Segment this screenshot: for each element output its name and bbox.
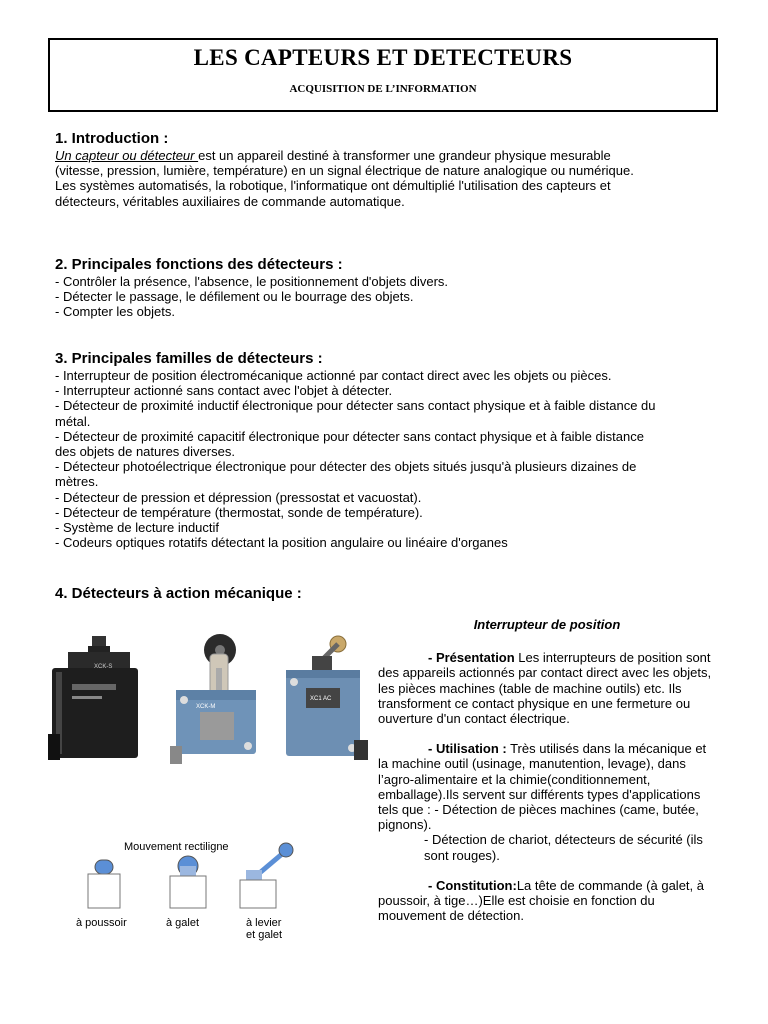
list-item: - Contrôler la présence, l'absence, le positionnement d'objets divers. — [55, 274, 449, 289]
section-heading: 3. Principales familles de détecteurs : — [55, 350, 323, 367]
list-item: - Détecteur de température (thermostat, sonde de température). — [55, 504, 423, 520]
section-heading: 1. Introduction : — [55, 130, 169, 147]
right-column — [378, 617, 716, 938]
utilisation-paragraph — [378, 741, 716, 832]
diagram-label: à galet — [166, 917, 200, 929]
section-heading: 4. Détecteurs à action mécanique : — [55, 585, 302, 602]
page-title: LES CAPTEURS ET DETECTEURS — [193, 45, 573, 70]
section-introduction — [55, 130, 720, 209]
diagram-label: à poussoir — [76, 917, 127, 929]
intro-line-4: détecteurs, véritables auxiliaires de commande automatique. — [55, 193, 405, 209]
familles-list — [55, 368, 720, 550]
list-item: métal. — [55, 413, 91, 429]
utilisation-paragraph-2: - Détection de chariot, détecteurs de sécurité (ils sont rouges). — [424, 832, 703, 863]
intro-line-1-text: est un appareil destiné à transformer une grandeur physique mesurable — [198, 148, 611, 163]
photo-label: XCK-M — [196, 704, 216, 710]
presentation-label: - Présentation — [428, 650, 515, 666]
constitution-paragraph — [378, 878, 716, 924]
list-item: mètres. — [55, 474, 99, 490]
utilisation-text: Très utilisés dans la mécanique et la machine outil (usinage, manutention, levage), dans l’agro-alimentaire et la chimie(conditionnement, emballage).Ils servent sur différents types d'applications tels que : - Détection de pièces machines (came, butée, pignons). — [378, 741, 707, 833]
diagram-title: Mouvement rectiligne — [124, 841, 229, 853]
section-action-mecanique — [55, 585, 720, 603]
title-box — [48, 38, 718, 112]
list-item: - Détecteur de proximité capacitif électronique pour détecter sans contact physique et à faible distance — [55, 428, 644, 444]
diagram-label: et galet — [246, 929, 283, 941]
list-item: - Système de lecture inductif — [55, 520, 220, 536]
list-item: - Détecteur photoélectrique électronique pour détecter des objets situés jusqu'à plusieurs dizaines de — [55, 459, 637, 475]
section-heading: 2. Principales fonctions des détecteurs : — [55, 256, 343, 273]
list-item: - Interrupteur actionné sans contact avec l'objet à détecter. — [55, 383, 393, 399]
constitution-text: La tête de commande (à galet, à poussoir, à tige…)Elle est choisie en fonction du mouvement de détection. — [378, 877, 704, 924]
intro-term: Un capteur ou détecteur — [55, 148, 199, 163]
limit-switch-photo-lever — [272, 628, 376, 768]
list-item: - Interrupteur de position électromécanique actionné par contact direct avec les objets ou pièces. — [55, 368, 612, 383]
photo-label: XC1 AC — [310, 696, 332, 702]
figure-caption: Interrupteur de position — [473, 617, 621, 632]
section-familles — [55, 350, 720, 550]
list-item: des objets de natures diverses. — [55, 444, 235, 460]
utilisation-label: - Utilisation : — [428, 741, 507, 757]
list-item: - Détecter le passage, le défilement ou le bourrage des objets. — [55, 289, 414, 305]
photo-label: XCK-S — [94, 664, 113, 670]
constitution-label: - Constitution: — [428, 877, 517, 893]
limit-switch-photo-plunger — [38, 628, 156, 768]
list-item: - Compter les objets. — [55, 304, 175, 320]
intro-line-3: Les systèmes automatisés, la robotique, l'informatique ont démultiplié l'utilisation des capteurs et — [55, 178, 611, 194]
diagram-label: à levier — [246, 917, 282, 929]
intro-line-2: (vitesse, pression, lumière, température) en un signal électrique de nature analogique ou numérique. — [55, 163, 634, 179]
intro-line-1 — [55, 148, 720, 163]
list-item: - Détecteur de proximité inductif électronique pour détecter sans contact physique et à faible distance du — [55, 398, 656, 414]
actuator-heads-diagram — [60, 836, 330, 946]
fonctions-list — [55, 274, 720, 320]
presentation-paragraph — [378, 650, 716, 726]
list-item: - Codeurs optiques rotatifs détectant la position angulaire ou linéaire d'organes — [55, 535, 508, 551]
limit-switch-photo-roller-lever — [160, 628, 268, 768]
list-item: - Détecteur de pression et dépression (pressostat et vacuostat). — [55, 489, 422, 505]
page-subtitle: ACQUISITION DE L’INFORMATION — [289, 83, 477, 95]
section-fonctions — [55, 256, 720, 320]
presentation-text: Les interrupteurs de position sont des appareils actionnés par contact direct avec les objets, les pièces machines (table de machine outils) etc. Ils transforment ce contact physique en une fermeture ou ouverture d'un contact électrique. — [378, 650, 712, 727]
